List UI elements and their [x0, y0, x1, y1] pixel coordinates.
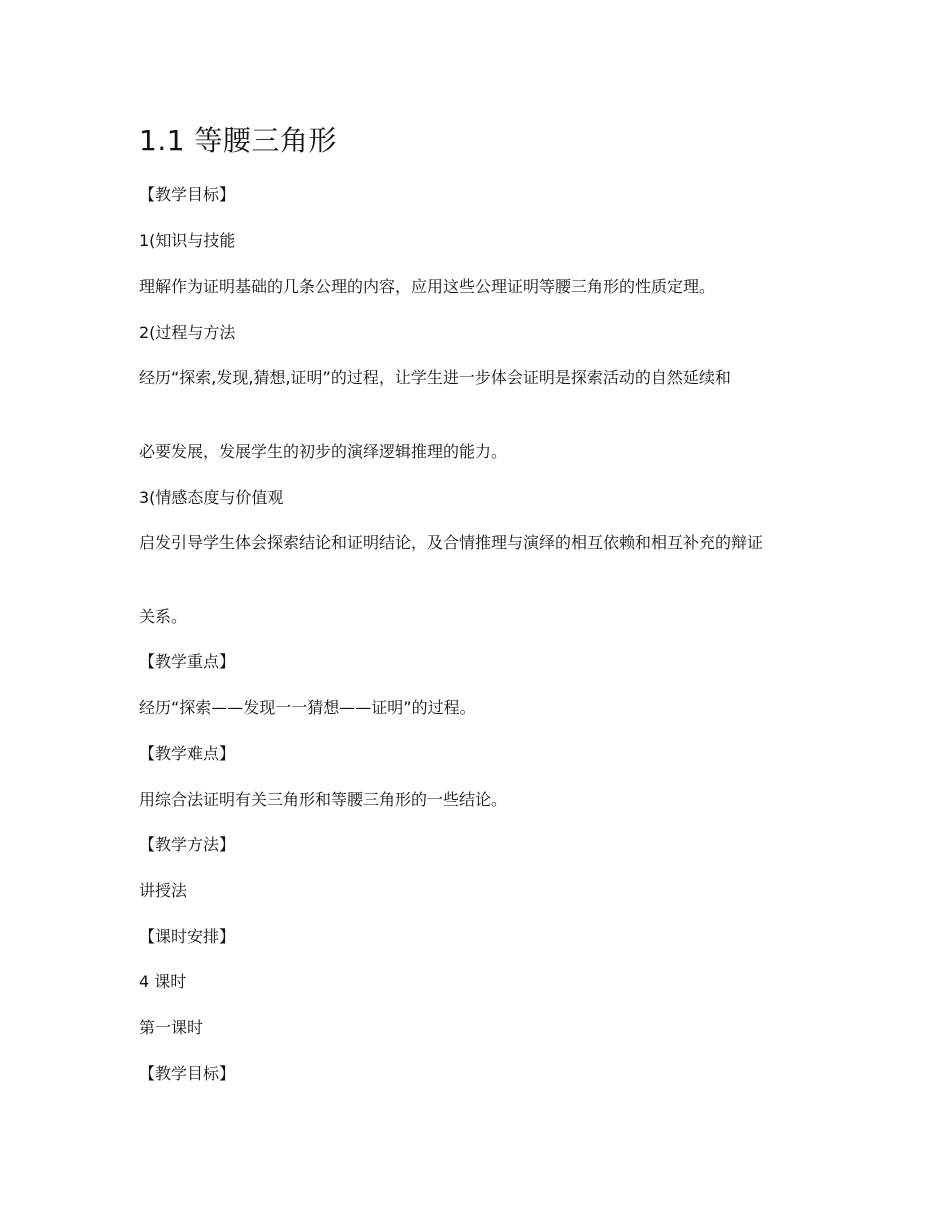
paragraph-knowledge: 理解作为证明基础的几条公理的内容，应用这些公理证明等腰三角形的性质定理。 [139, 277, 716, 296]
section-heading-objectives-2: 【教学目标】 [139, 1064, 236, 1083]
paragraph-methods: 讲授法 [139, 881, 188, 900]
subheading-process-method: 2(过程与方法 [139, 323, 236, 342]
subheading-first-lesson: 第一课时 [139, 1018, 204, 1037]
section-heading-objectives: 【教学目标】 [139, 185, 236, 204]
subheading-knowledge-skills: 1(知识与技能 [139, 231, 236, 250]
section-heading-schedule: 【课时安排】 [139, 927, 236, 946]
paragraph-attitude-1: 启发引导学生体会探索结论和证明结论，及合情推理与演绎的相互依赖和相互补充的辩证 [139, 533, 764, 552]
paragraph-attitude-2: 关系。 [139, 607, 188, 626]
paragraph-process-2: 必要发展，发展学生的初步的演绎逻辑推理的能力。 [139, 442, 508, 461]
section-heading-methods: 【教学方法】 [139, 835, 236, 854]
paragraph-key-points: 经历“探索——发现一一猜想——证明”的过程。 [139, 698, 476, 717]
subheading-attitude-values: 3(情感态度与价值观 [139, 488, 284, 507]
section-heading-difficulties: 【教学难点】 [139, 744, 236, 763]
document-title: 1.1 等腰三角形 [139, 124, 337, 157]
paragraph-process-1: 经历“探索,发现,猜想,证明”的过程，让学生进一步体会证明是探索活动的自然延续和 [139, 368, 731, 387]
paragraph-schedule: 4 课时 [139, 972, 187, 991]
paragraph-difficulties: 用综合法证明有关三角形和等腰三角形的一些结论。 [139, 790, 508, 809]
section-heading-key-points: 【教学重点】 [139, 652, 236, 671]
